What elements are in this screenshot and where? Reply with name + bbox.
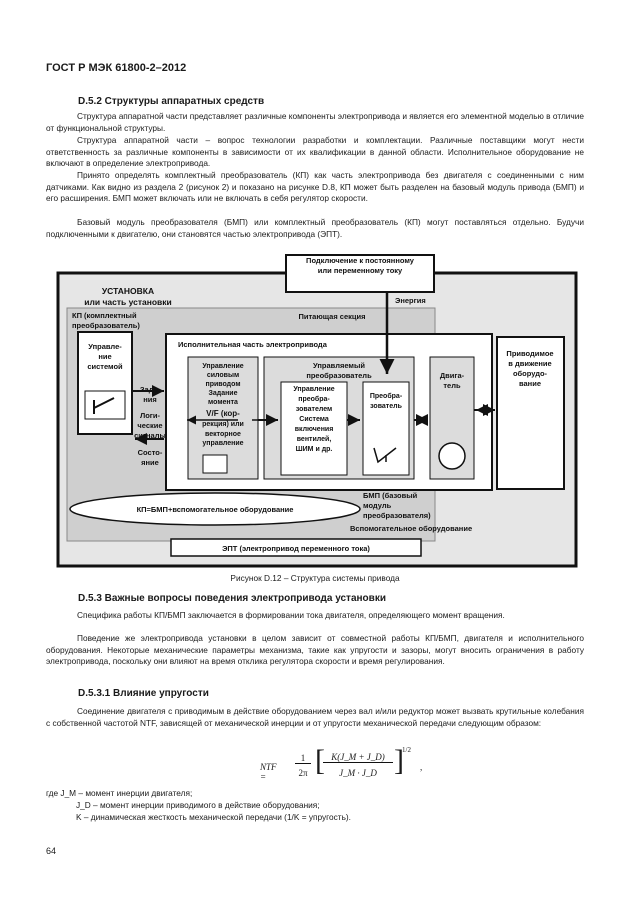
where-line-2: J_D – момент инерции приводимого в действие оборудования; (76, 800, 320, 810)
kp-label-2: преобразователь) (72, 321, 140, 330)
paragraph-text: Поведение же электропривода установки в целом зависит от совместной работы КП/БМП, двигателя и исполнительного оборудования. Некоторые механические параметры механизма, такие как упругости и зазоры, могут вносить ограничения в работу электропривода, поскольку они влияют на время отклика регулятора скорости и время регулирования. (46, 633, 584, 667)
power-mgmt-label-8: векторное (205, 431, 241, 438)
paragraph-text: Базовый модуль преобразователя (БМП) или комплектный преобразователь (КП) могут поставляться отдельно. Будучи подключенными к двигателю, они становятся частью электропривода (ЭПТ). (46, 217, 584, 239)
paragraph-text: Структура аппаратной части представляет различные компоненты электропривода и является его элементной моделью в отличие от функциональной структуры. (46, 111, 584, 133)
logic-label-3: сигналы (134, 431, 166, 440)
bmp-label-3: преобразователя) (363, 511, 431, 520)
control-icon (85, 391, 125, 419)
supply-label-2: или переменному току (317, 266, 403, 275)
power-mgmt-label-7: рекция) или (202, 421, 244, 428)
control-label-2: ние (98, 352, 112, 361)
actuator-label: Исполнительная часть электропривода (178, 340, 327, 349)
control-label-1: Управле- (88, 342, 122, 351)
conv-mgmt-label-3: зователем (295, 406, 333, 413)
section-title-d52: D.5.2 Структуры аппаратных средств (78, 96, 265, 107)
formula-exponent: 1/2 (402, 746, 411, 754)
conv-mgmt-label-2: преобра- (298, 396, 330, 403)
figure-caption: Рисунок D.12 – Структура системы привода (230, 573, 400, 583)
ellipse-label: КП=БМП+вспомогательное оборудование (136, 505, 294, 514)
controlled-conv-label-2: преобразователь (306, 371, 372, 380)
power-mgmt-label-2: силовым (206, 372, 240, 379)
ept-label: ЭПТ (электропривод переменного тока) (222, 544, 370, 553)
where-line-1: где J_M – момент инерции двигателя; (46, 788, 193, 798)
supply-label-1: Подключение к постоянному (306, 256, 414, 265)
formula-numer: 1 (295, 753, 311, 764)
paragraph-text: Структура аппаратной части – вопрос технологии разработки и комплектации. Различные поставщики могут нести ответственность за различные компоненты в зависимости от их квалификации в данной области. Исполнительное оборудование не включают в определение электропривода. (46, 135, 584, 169)
paragraph (46, 633, 584, 668)
driven-label-2: в движение (508, 359, 552, 368)
formula-inner-num: K(J_M + J_D) (323, 752, 393, 763)
installation-label-2: или часть установки (84, 297, 172, 307)
installation-label-1: УСТАНОВКА (101, 286, 155, 296)
state-label-2: яние (141, 458, 159, 467)
section-title-d531: D.5.3.1 Влияние упругости (78, 688, 209, 699)
aux-label: Вспомогательное оборудование (350, 524, 473, 533)
formula-lhs: NTF = (260, 762, 277, 782)
formula-denom: 2π (298, 768, 308, 778)
motor-icon (439, 443, 465, 469)
kp-label-1: КП (комплектный (72, 311, 137, 320)
logic-label-2: ческие (137, 421, 163, 430)
tasks-label-1: Зада- (139, 385, 161, 394)
paragraph (46, 706, 584, 729)
conv-mgmt-label-5: включения (294, 426, 334, 433)
driven-label-1: Приводимое (506, 349, 554, 358)
conv-mgmt-label-1: Управление (293, 386, 335, 393)
power-mgmt-label-4: Задание (208, 390, 238, 397)
document-header: ГОСТ Р МЭК 61800-2–2012 (46, 62, 187, 74)
power-mgmt-label-5: момента (208, 399, 238, 406)
power-mgmt-label-6: V/F (кор- (206, 409, 240, 418)
paragraph-text: Соединение двигателя с приводимым в действие оборудованием через вал и/или редуктор может вызвать крутильные колебания с собственной частотой NTF, зависящей от механической инерции и от упругости механической передачи следующим образом: (46, 706, 584, 728)
motor-label-2: тель (443, 381, 461, 390)
feed-section-label: Питающая секция (298, 312, 366, 321)
formula-inner-den: J_M · J_D (339, 768, 377, 778)
power-mgmt-label-3: приводом (205, 381, 241, 388)
conv-label-1: Преобра- (369, 393, 403, 400)
state-label-1: Состо- (137, 448, 163, 457)
bmp-label-2: модуль (363, 501, 392, 510)
section-title-d53: D.5.3 Важные вопросы поведения электропривода установки (78, 593, 386, 604)
conv-label-2: зователь (370, 403, 402, 410)
where-line-3: K – динамическая жесткость механической передачи (1/K = упругость). (76, 812, 351, 822)
driven-label-3: оборудо- (512, 369, 548, 378)
logic-label-1: Логи- (139, 411, 161, 420)
power-mgmt-label-9: управление (202, 440, 244, 447)
power-mgmt-label-1: Управление (202, 363, 244, 370)
motor-label-1: Двига- (439, 371, 465, 380)
conv-mgmt-label-7: ШИМ и др. (295, 446, 333, 453)
formula-tail: , (420, 762, 423, 772)
bmp-label-1: БМП (базовый (363, 491, 418, 500)
paragraph-text: Специфика работы КП/БМП заключается в формировании тока двигателя, определяющего момент вращения. (77, 610, 505, 620)
controlled-conv-label-1: Управляемый (313, 361, 365, 370)
page-number: 64 (46, 846, 57, 856)
paragraph-text: Принято определять комплектный преобразователь (КП) как часть электропривода без двигателя с соединенными с ним датчиками. Как видно из раздела 2 (рисунок 2) и показано на рисунке D.8, КП может быть разделен на базовый модуль привода (БМП) и его расширения. БМП может включать или не включать в себя регулятор скорости. (46, 170, 584, 204)
control-label-3: системой (87, 362, 123, 371)
conv-mgmt-label-6: вентилей, (296, 436, 332, 443)
tasks-label-2: ния (143, 395, 157, 404)
driven-label-4: вание (519, 379, 541, 388)
energy-label: Энергия (395, 296, 426, 305)
conv-mgmt-label-4: Система (299, 416, 329, 423)
paragraph (46, 610, 584, 622)
